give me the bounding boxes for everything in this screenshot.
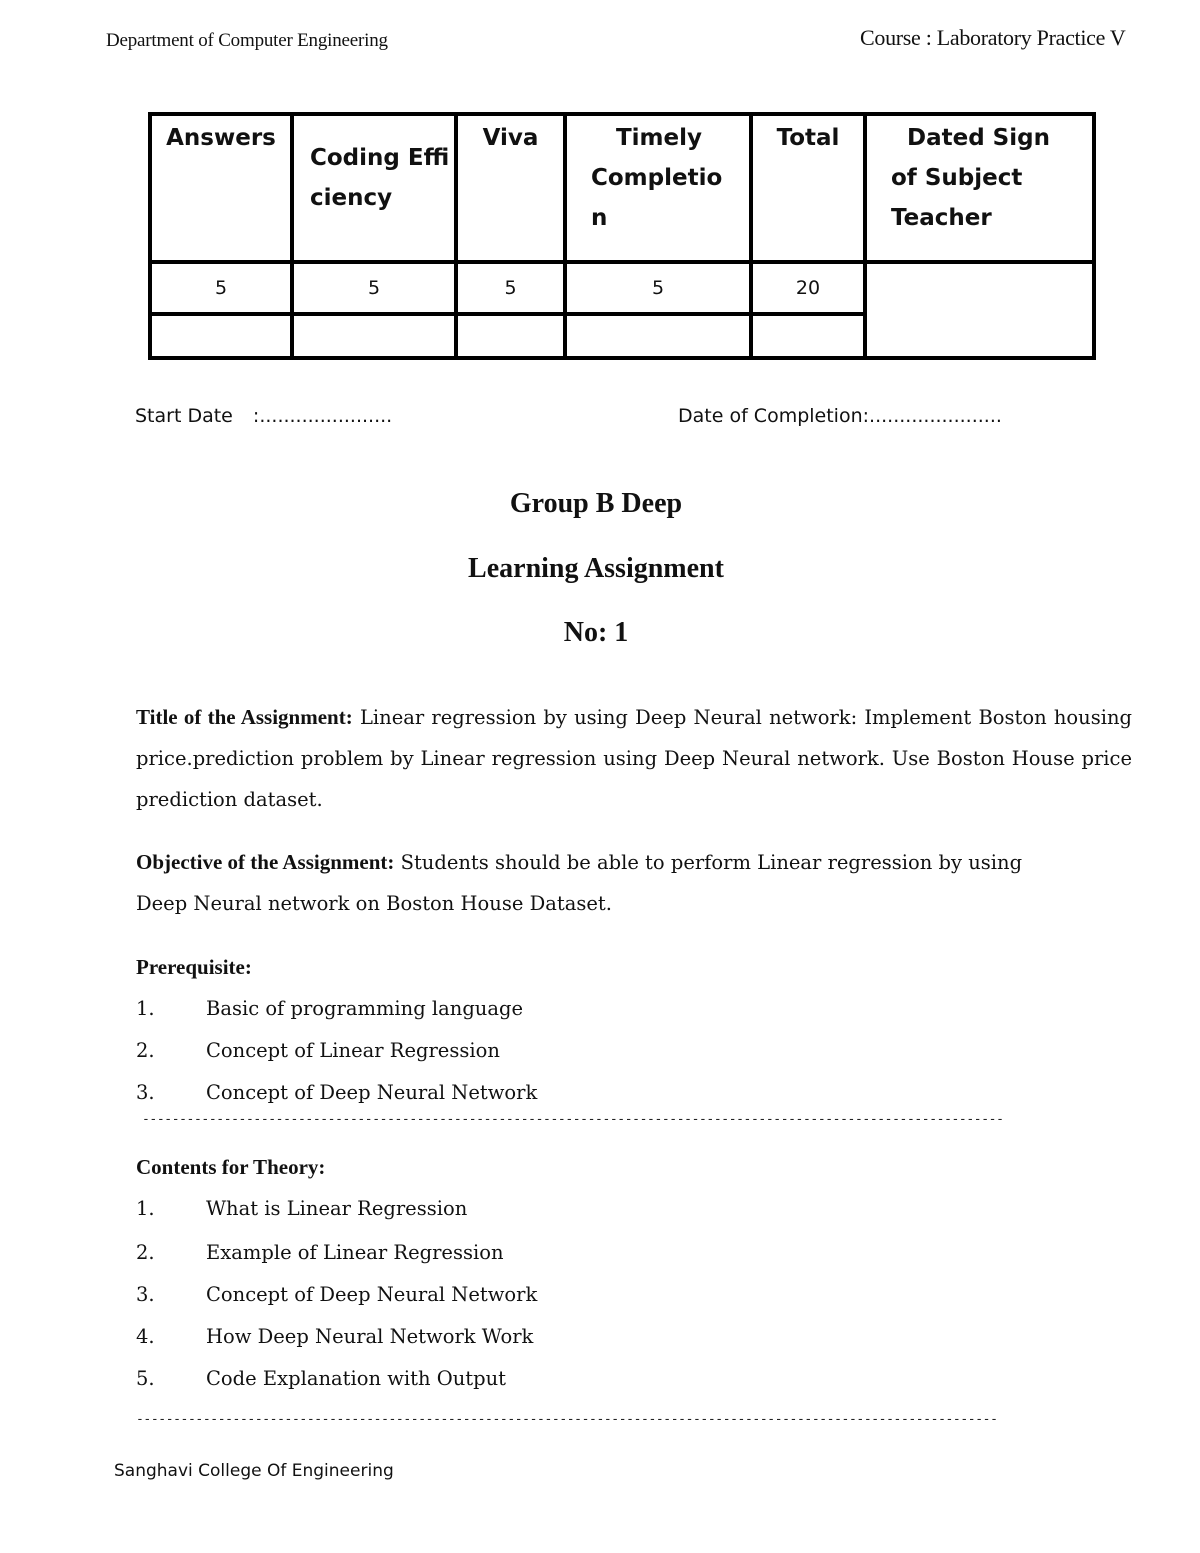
separator-line: --------------------------------------------------------------------------------------------------------------------: [142, 1112, 1004, 1127]
department-header: Department of Computer Engineering: [106, 30, 388, 51]
list-text: Concept of Deep Neural Network: [206, 1283, 538, 1306]
list-text: Code Explanation with Output: [206, 1367, 506, 1390]
list-number: 3.: [136, 1283, 155, 1306]
marks-header-row: [150, 114, 1094, 262]
completion-date: [678, 405, 1002, 427]
header-total: Total: [751, 114, 865, 262]
list-text: Example of Linear Regression: [206, 1241, 504, 1264]
header-viva: Viva: [456, 114, 565, 262]
start-date-label: Start Date: [135, 405, 233, 427]
max-total: 20: [751, 262, 865, 314]
max-answers: 5: [150, 262, 292, 314]
max-coding: 5: [292, 262, 456, 314]
list-text: Basic of programming language: [206, 997, 524, 1020]
list-text: Concept of Linear Regression: [206, 1039, 500, 1062]
completion-date-label: Date of Completion: [678, 405, 863, 427]
obtained-answers: [150, 314, 292, 358]
list-number: 1.: [136, 997, 155, 1020]
objective-line-2: Deep Neural network on Boston House Dataset.: [136, 892, 612, 915]
footer-college-name: Sanghavi College Of Engineering: [114, 1461, 394, 1481]
list-text: How Deep Neural Network Work: [206, 1325, 534, 1348]
header-coding-efficiency: Coding Efficiency: [292, 114, 456, 262]
max-timely: 5: [565, 262, 751, 314]
max-viva: 5: [456, 262, 565, 314]
start-date: [135, 405, 392, 427]
assignment-title: [136, 697, 1132, 820]
list-text: What is Linear Regression: [206, 1197, 468, 1220]
list-text: Concept of Deep Neural Network: [206, 1081, 538, 1104]
list-number: 2.: [136, 1039, 155, 1062]
heading-line-2: Learning Assignment: [468, 553, 724, 584]
heading-line-3: No: 1: [563, 617, 629, 648]
assignment-title-text: Linear regression by using Deep Neural network: Implement Boston housing price.prediction problem by Linear regression using Deep Neural network. Use Boston House price prediction dataset.: [136, 706, 1133, 811]
start-date-value: :......................: [252, 405, 393, 427]
header-answers: Answers: [150, 114, 292, 262]
completion-date-value: :......................: [862, 405, 1002, 427]
list-number: 5.: [136, 1367, 155, 1390]
list-number: 2.: [136, 1241, 155, 1264]
obtained-viva: [456, 314, 565, 358]
prerequisite-label: Prerequisite:: [136, 955, 252, 979]
heading-line-1: Group B Deep: [509, 488, 683, 519]
list-number: 4.: [136, 1325, 155, 1348]
assignment-objective: [136, 842, 1132, 924]
separator-line: --------------------------------------------------------------------------------------------------------------------: [136, 1412, 998, 1427]
header-dated-sign: Dated Sign of Subject Teacher: [865, 114, 1094, 262]
obtained-coding: [292, 314, 456, 358]
max-marks-row: [150, 262, 1094, 314]
list-number: 3.: [136, 1081, 155, 1104]
course-header: Course : Laboratory Practice V: [860, 25, 1126, 50]
obtained-total: [751, 314, 865, 358]
assignment-title-label: Title of the Assignment:: [136, 705, 353, 729]
objective-label: Objective of the Assignment:: [136, 850, 395, 874]
theory-label: Contents for Theory:: [136, 1155, 326, 1179]
marks-table: [148, 112, 1096, 360]
objective-line-1: Students should be able to perform Linear regression by using: [400, 851, 1023, 874]
list-number: 1.: [136, 1197, 155, 1220]
signature-cell: [865, 262, 1094, 358]
obtained-timely: [565, 314, 751, 358]
header-timely-completion: Timely Completio n: [565, 114, 751, 262]
